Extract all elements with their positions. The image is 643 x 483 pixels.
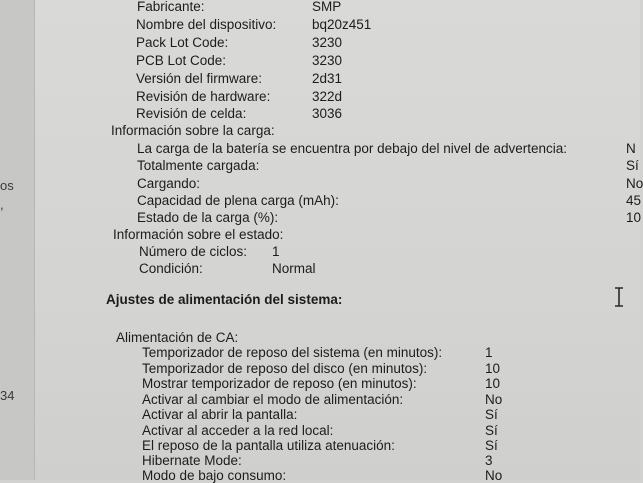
pack-lot-value: 3230 [312, 35, 343, 50]
cycles-value: 1 [272, 244, 280, 259]
power-setting-value: 10 [485, 376, 501, 391]
power-setting-label: Activar al cambiar el modo de alimentación: [142, 392, 404, 407]
charge-state-label: Estado de la carga (%): [137, 210, 279, 225]
power-setting-label: Activar al abrir la pantalla: [142, 407, 298, 422]
system-info-content [35, 0, 643, 483]
fully-charged-value: Sí [626, 158, 639, 173]
power-settings-title: Ajustes de alimentación del sistema: [106, 292, 343, 307]
fully-charged-label: Totalmente cargada: [137, 158, 260, 173]
firmware-label: Versión del firmware: [136, 71, 263, 86]
hardware-label: Revisión de hardware: [136, 89, 271, 104]
cell-label: Revisión de celda: [136, 106, 247, 121]
power-setting-value: Sí [485, 407, 498, 422]
power-setting-label: Activar al acceder a la red local: [142, 423, 334, 438]
device-name-value: bq20z451 [312, 17, 372, 32]
power-setting-label: Modo de bajo consumo: [142, 468, 287, 483]
power-setting-label: Temporizador de reposo del disco (en minutos): [142, 361, 428, 376]
charging-value: No [626, 176, 643, 191]
pack-lot-label: Pack Lot Code: [136, 35, 229, 50]
full-capacity-value: 45 [626, 193, 642, 208]
power-setting-label: Hibernate Mode: [142, 453, 242, 468]
power-setting-value: 3 [485, 453, 493, 468]
power-setting-label: El reposo de la pantalla utiliza atenuación: [142, 438, 395, 453]
charge-state-value: 10 [626, 210, 642, 225]
hardware-value: 322d [312, 89, 343, 104]
below-warning-value: N [626, 141, 636, 156]
condition-label: Condición: [139, 261, 203, 276]
sidebar-fragment[interactable]: 34 [0, 388, 15, 403]
manufacturer-value: SMP [312, 0, 342, 14]
power-setting-value: Sí [485, 423, 498, 438]
charging-label: Cargando: [137, 176, 201, 191]
power-setting-value: Sí [485, 438, 498, 453]
condition-value: Normal [272, 261, 316, 276]
power-setting-value: No [485, 392, 503, 407]
sidebar-fragment[interactable]: , [0, 197, 4, 212]
cell-value: 3036 [312, 106, 343, 121]
power-setting-label: Mostrar temporizador de reposo (en minutos): [142, 376, 417, 391]
state-info-title: Información sobre el estado: [113, 227, 284, 242]
full-capacity-label: Capacidad de plena carga (mAh): [137, 193, 339, 208]
power-setting-value: 1 [485, 345, 493, 360]
cycles-label: Número de ciclos: [139, 244, 248, 259]
text-cursor-icon [613, 287, 625, 307]
sidebar [0, 0, 35, 480]
power-setting-label: Temporizador de reposo del sistema (en minutos): [142, 345, 443, 360]
pcb-lot-label: PCB Lot Code: [136, 53, 227, 68]
power-setting-value: 10 [485, 361, 501, 376]
ac-power-title: Alimentación de CA: [116, 330, 239, 345]
power-setting-value: No [485, 468, 503, 483]
sidebar-fragment[interactable]: os [0, 178, 14, 193]
manufacturer-label: Fabricante: [137, 0, 205, 14]
below-warning-label: La carga de la batería se encuentra por debajo del nivel de advertencia: [137, 141, 568, 156]
charge-info-title: Información sobre la carga: [111, 123, 275, 138]
device-name-label: Nombre del dispositivo: [136, 17, 277, 32]
pcb-lot-value: 3230 [312, 53, 343, 68]
firmware-value: 2d31 [312, 71, 343, 86]
